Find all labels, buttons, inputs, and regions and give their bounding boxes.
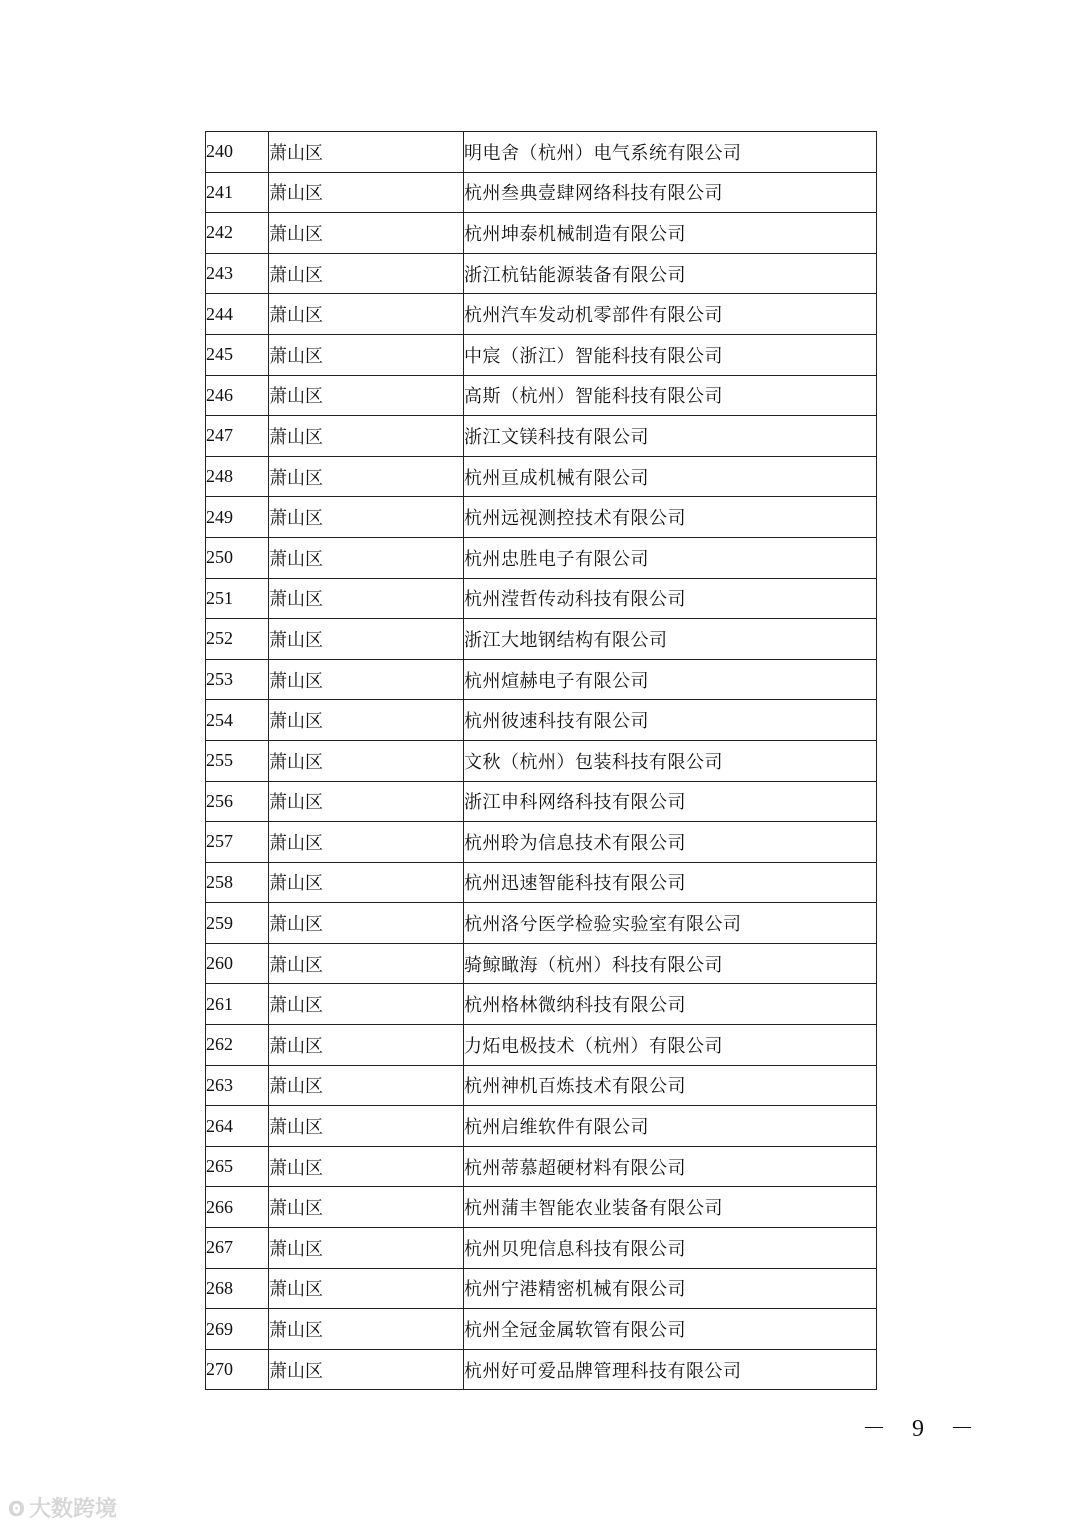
row-number: 258 bbox=[206, 862, 269, 903]
row-district: 萧山区 bbox=[269, 943, 464, 984]
table-row bbox=[206, 781, 877, 822]
table-row bbox=[206, 416, 877, 457]
table-row bbox=[206, 375, 877, 416]
row-number: 260 bbox=[206, 943, 269, 984]
row-district: 萧山区 bbox=[269, 822, 464, 863]
row-number: 247 bbox=[206, 416, 269, 457]
table-row bbox=[206, 943, 877, 984]
row-district: 萧山区 bbox=[269, 1268, 464, 1309]
table-row bbox=[206, 1309, 877, 1350]
row-company-name: 杭州煊赫电子有限公司 bbox=[464, 659, 877, 700]
row-district: 萧山区 bbox=[269, 903, 464, 944]
row-number: 265 bbox=[206, 1146, 269, 1187]
row-number: 269 bbox=[206, 1309, 269, 1350]
table-row bbox=[206, 456, 877, 497]
row-company-name: 杭州坤泰机械制造有限公司 bbox=[464, 213, 877, 254]
enterprise-list-table bbox=[205, 131, 877, 1390]
row-number: 257 bbox=[206, 822, 269, 863]
row-company-name: 杭州启维软件有限公司 bbox=[464, 1106, 877, 1147]
table-row bbox=[206, 822, 877, 863]
table-row bbox=[206, 903, 877, 944]
table-row bbox=[206, 132, 877, 173]
row-number: 266 bbox=[206, 1187, 269, 1228]
row-number: 270 bbox=[206, 1349, 269, 1390]
row-district: 萧山区 bbox=[269, 1228, 464, 1269]
table-row bbox=[206, 862, 877, 903]
row-number: 246 bbox=[206, 375, 269, 416]
row-company-name: 文秋（杭州）包装科技有限公司 bbox=[464, 740, 877, 781]
row-number: 244 bbox=[206, 294, 269, 335]
watermark bbox=[8, 1492, 117, 1523]
row-company-name: 杭州神机百炼技术有限公司 bbox=[464, 1065, 877, 1106]
row-district: 萧山区 bbox=[269, 740, 464, 781]
table-row bbox=[206, 1187, 877, 1228]
row-company-name: 中宸（浙江）智能科技有限公司 bbox=[464, 334, 877, 375]
table-row bbox=[206, 1065, 877, 1106]
table-row bbox=[206, 1268, 877, 1309]
row-number: 267 bbox=[206, 1228, 269, 1269]
table-row bbox=[206, 1228, 877, 1269]
row-district: 萧山区 bbox=[269, 700, 464, 741]
row-company-name: 浙江杭钻能源装备有限公司 bbox=[464, 253, 877, 294]
row-district: 萧山区 bbox=[269, 1187, 464, 1228]
row-district: 萧山区 bbox=[269, 132, 464, 173]
page-number: － 9 － bbox=[862, 1416, 984, 1442]
row-district: 萧山区 bbox=[269, 497, 464, 538]
row-company-name: 杭州汽车发动机零部件有限公司 bbox=[464, 294, 877, 335]
row-company-name: 杭州彼速科技有限公司 bbox=[464, 700, 877, 741]
row-district: 萧山区 bbox=[269, 213, 464, 254]
row-district: 萧山区 bbox=[269, 334, 464, 375]
row-company-name: 杭州远视测控技术有限公司 bbox=[464, 497, 877, 538]
row-company-name: 杭州叁典壹肆网络科技有限公司 bbox=[464, 172, 877, 213]
table-row bbox=[206, 1025, 877, 1066]
row-company-name: 杭州好可爱品牌管理科技有限公司 bbox=[464, 1349, 877, 1390]
row-company-name: 杭州全冠金属软管有限公司 bbox=[464, 1309, 877, 1350]
row-district: 萧山区 bbox=[269, 416, 464, 457]
row-number: 250 bbox=[206, 537, 269, 578]
weibo-logo-icon: ʘ bbox=[8, 1497, 26, 1521]
table-row bbox=[206, 1349, 877, 1390]
table-row bbox=[206, 619, 877, 660]
row-company-name: 杭州格林微纳科技有限公司 bbox=[464, 984, 877, 1025]
row-company-name: 杭州聆为信息技术有限公司 bbox=[464, 822, 877, 863]
row-district: 萧山区 bbox=[269, 294, 464, 335]
row-district: 萧山区 bbox=[269, 578, 464, 619]
row-company-name: 浙江申科网络科技有限公司 bbox=[464, 781, 877, 822]
row-company-name: 杭州滢哲传动科技有限公司 bbox=[464, 578, 877, 619]
table-row bbox=[206, 659, 877, 700]
row-company-name: 杭州贝兜信息科技有限公司 bbox=[464, 1228, 877, 1269]
table-row bbox=[206, 253, 877, 294]
row-company-name: 杭州蒂慕超硬材料有限公司 bbox=[464, 1146, 877, 1187]
row-number: 255 bbox=[206, 740, 269, 781]
table-row bbox=[206, 294, 877, 335]
row-number: 242 bbox=[206, 213, 269, 254]
table-row bbox=[206, 213, 877, 254]
row-company-name: 杭州蒲丰智能农业装备有限公司 bbox=[464, 1187, 877, 1228]
row-company-name: 高斯（杭州）智能科技有限公司 bbox=[464, 375, 877, 416]
table-row bbox=[206, 1146, 877, 1187]
row-number: 241 bbox=[206, 172, 269, 213]
row-district: 萧山区 bbox=[269, 862, 464, 903]
row-number: 252 bbox=[206, 619, 269, 660]
row-district: 萧山区 bbox=[269, 537, 464, 578]
row-district: 萧山区 bbox=[269, 1025, 464, 1066]
row-number: 248 bbox=[206, 456, 269, 497]
row-number: 254 bbox=[206, 700, 269, 741]
row-number: 262 bbox=[206, 1025, 269, 1066]
row-number: 268 bbox=[206, 1268, 269, 1309]
row-district: 萧山区 bbox=[269, 781, 464, 822]
table-row bbox=[206, 1106, 877, 1147]
row-district: 萧山区 bbox=[269, 1146, 464, 1187]
table-body bbox=[206, 132, 877, 1390]
table-row bbox=[206, 172, 877, 213]
watermark-text: 大数跨境 bbox=[29, 1497, 118, 1522]
row-district: 萧山区 bbox=[269, 984, 464, 1025]
row-district: 萧山区 bbox=[269, 253, 464, 294]
row-district: 萧山区 bbox=[269, 375, 464, 416]
row-number: 249 bbox=[206, 497, 269, 538]
row-district: 萧山区 bbox=[269, 1065, 464, 1106]
row-number: 240 bbox=[206, 132, 269, 173]
table-row bbox=[206, 334, 877, 375]
row-company-name: 杭州亘成机械有限公司 bbox=[464, 456, 877, 497]
table-row bbox=[206, 700, 877, 741]
row-company-name: 明电舍（杭州）电气系统有限公司 bbox=[464, 132, 877, 173]
row-district: 萧山区 bbox=[269, 172, 464, 213]
row-company-name: 杭州忠胜电子有限公司 bbox=[464, 537, 877, 578]
row-company-name: 浙江文镁科技有限公司 bbox=[464, 416, 877, 457]
row-district: 萧山区 bbox=[269, 1309, 464, 1350]
row-number: 243 bbox=[206, 253, 269, 294]
row-company-name: 力炻电极技术（杭州）有限公司 bbox=[464, 1025, 877, 1066]
row-district: 萧山区 bbox=[269, 659, 464, 700]
row-number: 261 bbox=[206, 984, 269, 1025]
row-number: 259 bbox=[206, 903, 269, 944]
row-number: 263 bbox=[206, 1065, 269, 1106]
row-district: 萧山区 bbox=[269, 1349, 464, 1390]
row-district: 萧山区 bbox=[269, 1106, 464, 1147]
row-number: 245 bbox=[206, 334, 269, 375]
row-company-name: 杭州洛兮医学检验实验室有限公司 bbox=[464, 903, 877, 944]
row-company-name: 杭州迅速智能科技有限公司 bbox=[464, 862, 877, 903]
row-company-name: 杭州宁港精密机械有限公司 bbox=[464, 1268, 877, 1309]
row-number: 251 bbox=[206, 578, 269, 619]
table-row bbox=[206, 740, 877, 781]
row-district: 萧山区 bbox=[269, 456, 464, 497]
table-row bbox=[206, 984, 877, 1025]
row-number: 256 bbox=[206, 781, 269, 822]
table-row bbox=[206, 497, 877, 538]
row-company-name: 浙江大地钢结构有限公司 bbox=[464, 619, 877, 660]
table-row bbox=[206, 578, 877, 619]
row-number: 264 bbox=[206, 1106, 269, 1147]
row-district: 萧山区 bbox=[269, 619, 464, 660]
table-row bbox=[206, 537, 877, 578]
row-number: 253 bbox=[206, 659, 269, 700]
row-company-name: 骑鲸瞰海（杭州）科技有限公司 bbox=[464, 943, 877, 984]
